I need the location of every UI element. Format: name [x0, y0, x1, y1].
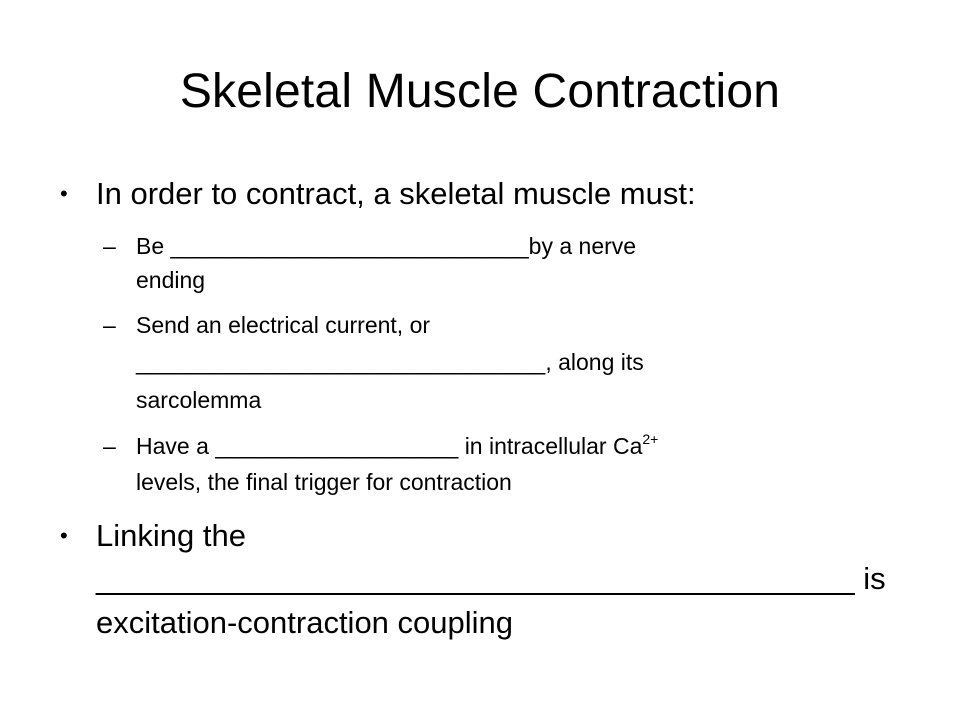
dash-icon: – [103, 312, 116, 338]
dash-icon: – [103, 433, 116, 459]
bullet-2-line-1: Linking the [96, 518, 246, 553]
slide-title: Skeletal Muscle Contraction [179, 65, 781, 118]
sub-1-line-1: Be ____________________________by a nerve [136, 233, 637, 259]
sub-3-line-1 [136, 432, 658, 460]
superscript-charge: 2+ [642, 431, 659, 447]
dash-icon: – [103, 233, 116, 259]
sub-3-line-1-text: Have a ___________________ in intracellular Ca [136, 433, 643, 459]
bullet-1-text: In order to contract, a skeletal muscle must: [96, 176, 696, 211]
sub-2-line-3: sarcolemma [136, 387, 262, 413]
sub-2-line-2: ________________________________, along its [136, 349, 644, 375]
sub-2-line-1: Send an electrical current, or [136, 312, 431, 338]
sub-3-line-2: levels, the final trigger for contraction [136, 469, 512, 495]
bullet-icon: • [60, 523, 68, 548]
bullet-2-line-2: ____________________________________________ is [96, 561, 886, 596]
bullet-icon: • [60, 181, 68, 206]
sub-1-line-2: ending [136, 267, 206, 293]
bullet-2-line-3: excitation-contraction coupling [96, 605, 514, 640]
